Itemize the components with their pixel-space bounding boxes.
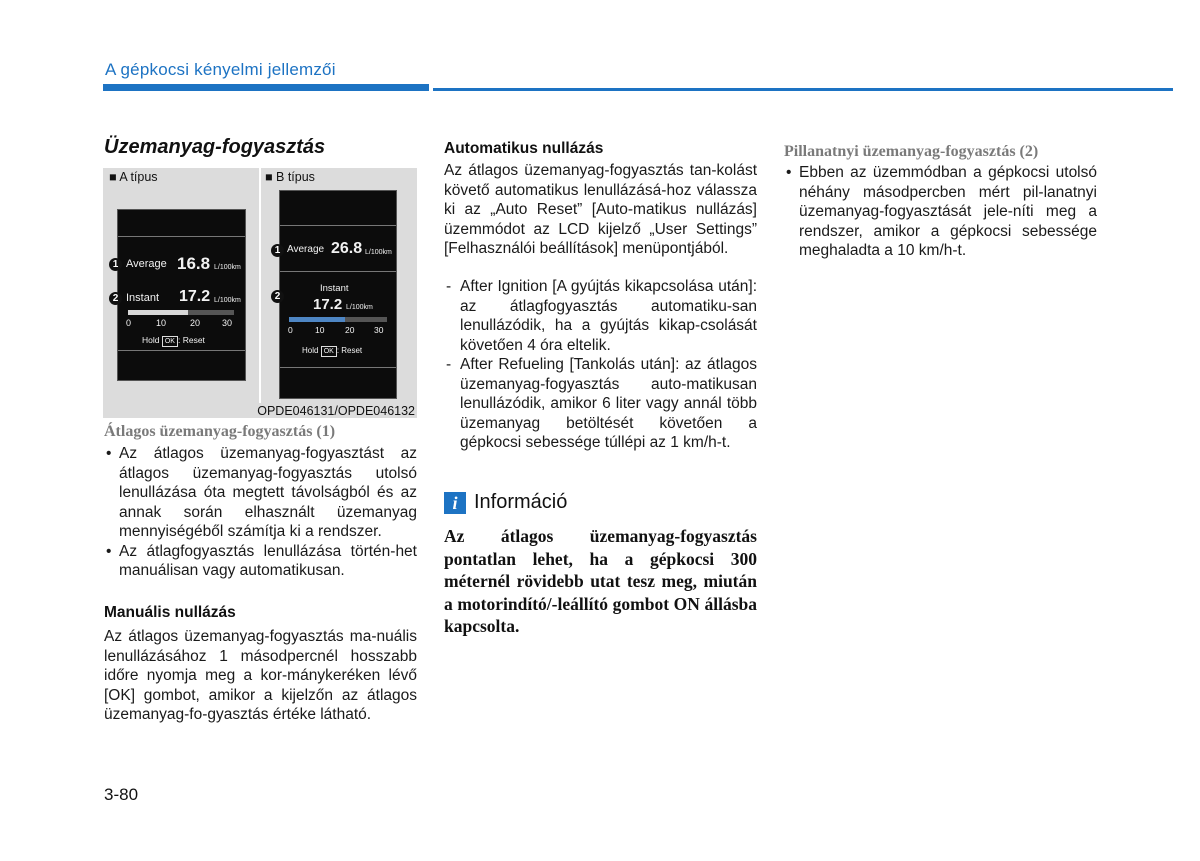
list-item: - After Ignition [A gyújtás kikapcsolása után]: az átlagfogyasztás automatiku-san lenullázódik, ha a gyújtás kikap-csolását követően 4 óra eltelik. xyxy=(446,278,757,354)
instant-label: Instant xyxy=(320,283,349,294)
unit-label: L/100km xyxy=(214,297,241,304)
manual-heading: Manuális nullázás xyxy=(104,604,236,621)
scale-tick: 0 xyxy=(126,318,132,328)
callout-1: 1 xyxy=(271,244,284,257)
page-number: 3-80 xyxy=(104,785,139,804)
lcd-screen-a xyxy=(117,209,246,381)
instant-bar-fill xyxy=(289,317,345,322)
lcd-screen-b xyxy=(279,190,397,399)
scale-tick: 30 xyxy=(374,325,384,335)
info-text: Az átlagos üzemanyag-fogyasztás pontatlan lehet, ha a gépkocsi 300 méternél rövidebb utat tesz meg, miután a motorindító/-leállító gombot ON állásba kapcsolta. xyxy=(444,526,757,636)
hold-label: Hold xyxy=(142,335,160,345)
info-icon: i xyxy=(444,492,466,514)
instant-bar-fill xyxy=(128,310,188,315)
instant-bullets xyxy=(784,163,1097,261)
unit-label: L/100km xyxy=(214,264,241,271)
scale-tick: 20 xyxy=(190,318,201,328)
screen-line xyxy=(280,271,396,272)
list-item: • Az átlagos üzemanyag-fogyasztást az átlagos üzemanyag-fogyasztás utolsó lenullázása óta megtett távolságból és az annak során elhasznált üzemanyag mennyiségéből számítja ki a rendszer. xyxy=(106,445,417,540)
header-rule-light xyxy=(433,88,1173,91)
instant-bar-track xyxy=(289,317,387,322)
auto-heading: Automatikus nullázás xyxy=(444,140,604,157)
list-item-text: Az átlagos üzemanyag-fogyasztást az átlagos üzemanyag-fogyasztás utolsó lenullázása óta megtett távolságból és az annak során elhasznált üzemanyag mennyiségéből számítja ki a rendszer. xyxy=(119,445,417,540)
hold-reset-hint xyxy=(142,335,205,347)
scale-tick: 10 xyxy=(315,325,325,335)
instant-bar-track xyxy=(128,310,234,315)
callout-2: 2 xyxy=(109,292,122,305)
reset-label: : Reset xyxy=(336,346,363,355)
section-title: Üzemanyag-fogyasztás xyxy=(104,136,326,158)
list-item-text: After Ignition [A gyújtás kikapcsolása után]: az átlagfogyasztás automatiku-san lenullázódik, ha a gyújtás kikap-csolását követően 4 óra eltelik. xyxy=(460,278,757,354)
hold-reset-hint xyxy=(302,346,362,357)
list-item-text: After Refueling [Tankolás után]: az átlagos üzemanyag-fogyasztás auto-matikusan lenullázódik, amikor 6 liter vagy annál több üzemanyag betöltését követően a gépkocsi sebessége túllépi az 1 km/h-t. xyxy=(460,356,757,451)
dashboard-figure xyxy=(103,168,417,418)
average-label: Average xyxy=(126,258,167,270)
average-value: 16.8 xyxy=(177,254,211,273)
list-item: - After Refueling [Tankolás után]: az átlagos üzemanyag-fogyasztás auto-matikusan lenullázódik, amikor 6 liter vagy annál több üzemanyag betöltését követően a gépkocsi sebessége túllépi az 1 km/h-t. xyxy=(446,356,757,451)
figure-label-a: ■ A típus xyxy=(109,170,158,184)
list-item-text: Ebben az üzemmódban a gépkocsi utolsó néhány másodpercben mért pil-lanatnyi üzemanyag-fogyasztását jele-níti meg a rendszer, amikor a gépkocsi sebessége meghaladta a 10 km/h-t. xyxy=(799,164,1097,259)
average-bullets xyxy=(104,444,417,581)
screen-line xyxy=(118,236,245,237)
info-title: Információ xyxy=(474,491,568,513)
scale-tick: 10 xyxy=(156,318,167,328)
unit-label: L/100km xyxy=(365,249,392,256)
callout-2: 2 xyxy=(271,290,284,303)
callout-1: 1 xyxy=(109,258,122,271)
list-item: • Az átlagfogyasztás lenullázása történ-het manuálisan vagy automatikusan. xyxy=(106,542,417,579)
auto-text: Az átlagos üzemanyag-fogyasztás tan-kolást követő automatikus lenullázásá-hoz válassza ki az „Auto Reset” [Auto-matikus nullázás] üzemmódot az LCD kijelző „User Settings” [Felhasználói beállítások] menüpontjából. xyxy=(444,162,757,257)
header-rule-dark xyxy=(103,84,429,91)
list-item: • Ebben az üzemmódban a gépkocsi utolsó néhány másodpercben mért pil-lanatnyi üzemanyag-fogyasztását jele-níti meg a rendszer, amikor a gépkocsi sebessége meghaladta a 10 km/h-t. xyxy=(786,164,1097,259)
average-label: Average xyxy=(287,244,325,255)
ok-key: OK xyxy=(321,346,337,357)
figure-label-b: ■ B típus xyxy=(265,170,315,184)
instant-label: Instant xyxy=(126,292,160,304)
instant-value: 17.2 xyxy=(179,288,211,305)
hold-label: Hold xyxy=(302,346,319,355)
screen-line xyxy=(118,350,245,351)
list-item-text: Az átlagfogyasztás lenullázása történ-het manuálisan vagy automatikusan. xyxy=(119,542,417,579)
manual-text: Az átlagos üzemanyag-fogyasztás ma-nuális lenullázásához 1 másodpercnél hosszabb időre nyomja meg a kor-mánykeréken lévő [OK] gombot, amikor a kijelzőn az átlagos üzemanyag-fo-gyasztás értéke látható. xyxy=(104,628,417,723)
auto-dashes xyxy=(444,277,757,453)
instant-heading: Pillanatnyi üzemanyag-fogyasztás (2) xyxy=(784,143,1039,160)
header-title: A gépkocsi kényelmi jellemzői xyxy=(105,60,336,79)
scale-tick: 20 xyxy=(345,325,355,335)
average-value: 26.8 xyxy=(331,240,363,257)
info-header xyxy=(444,491,567,514)
screen-line xyxy=(280,225,396,226)
instant-value: 17.2 xyxy=(313,296,343,313)
reset-label: : Reset xyxy=(177,335,205,345)
unit-label: L/100km xyxy=(346,304,373,311)
scale-tick: 0 xyxy=(288,325,293,335)
figure-divider xyxy=(259,168,261,403)
scale-tick: 30 xyxy=(222,318,233,328)
ok-key: OK xyxy=(162,336,178,347)
screen-line xyxy=(280,367,396,368)
figure-caption: OPDE046131/OPDE046132 xyxy=(257,404,415,418)
average-heading: Átlagos üzemanyag-fogyasztás (1) xyxy=(104,423,336,440)
